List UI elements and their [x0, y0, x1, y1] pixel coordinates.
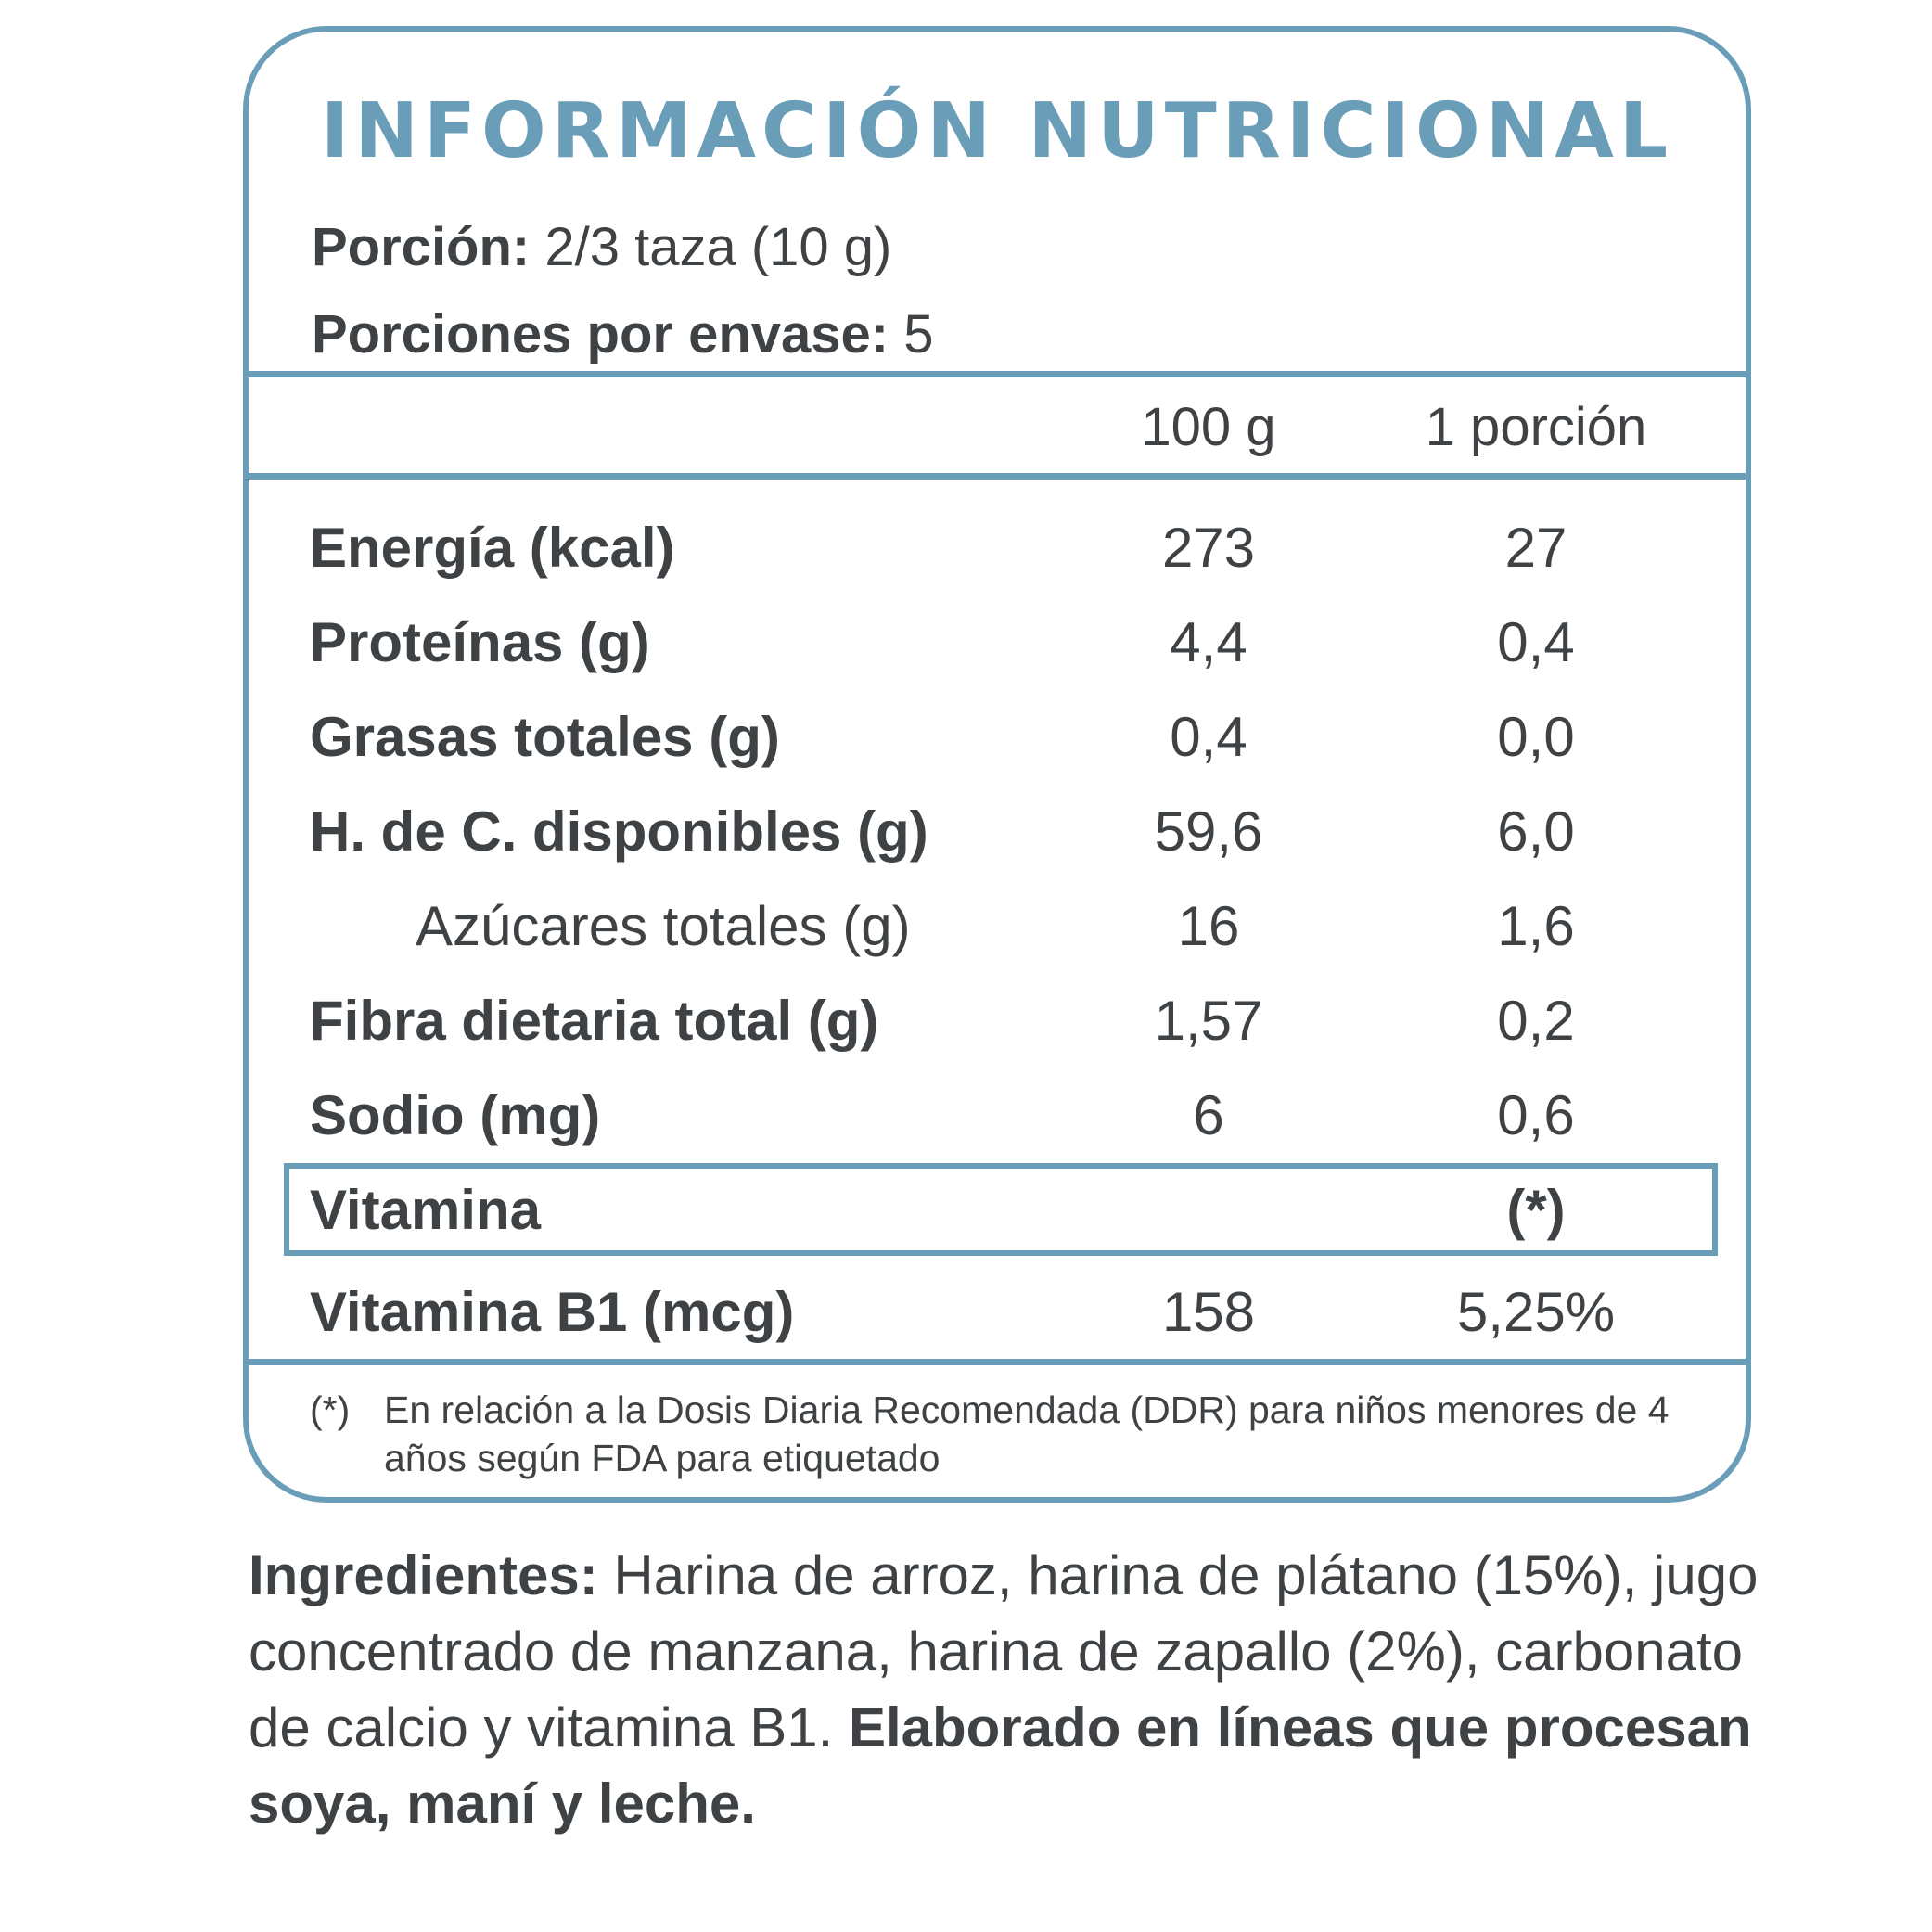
nutrient-value-serving: 6,0	[1497, 800, 1575, 863]
nutrient-row-fiber	[249, 979, 1746, 1063]
nutrient-row-energy	[249, 506, 1746, 590]
footnote	[310, 1386, 1701, 1482]
serving-size-label: Porción:	[312, 217, 531, 277]
nutrient-label: Grasas totales (g)	[310, 706, 780, 768]
nutrient-value-serving: 1,6	[1497, 895, 1575, 957]
nutrient-value-100g: 6	[1193, 1084, 1224, 1146]
nutrient-label: Energía (kcal)	[310, 517, 675, 579]
servings-per-container	[312, 302, 934, 367]
allergen-statement: Elaborado en líneas que procesan soya, maní y leche.	[249, 1696, 1752, 1835]
footnote-text: En relación a la Dosis Diaria Recomendada (DDR) para niños menores de 4 años según FDA para etiquetado	[384, 1388, 1670, 1479]
serving-size	[312, 215, 891, 280]
servings-per-container-value: 5	[903, 304, 934, 365]
footnote-mark: (*)	[310, 1388, 351, 1431]
nutrient-value-100g: 1,57	[1154, 990, 1263, 1052]
divider	[249, 1359, 1746, 1365]
nutrient-value-serving: 5,25%	[1456, 1281, 1616, 1343]
nutrient-value-100g: 16	[1177, 895, 1240, 957]
nutrient-label: H. de C. disponibles (g)	[310, 800, 928, 863]
vitamin-header-note: (*)	[1506, 1179, 1566, 1241]
nutrient-row-carbohydrates	[249, 790, 1746, 874]
ingredients-text: Harina de arroz, harina de plátano (15%), jugo concentrado de manzana, harina de zapallo (2%), carbonato de calcio y vitamina B1.	[249, 1544, 1759, 1759]
nutrient-value-100g: 59,6	[1154, 800, 1263, 863]
nutrient-row-vitamin-b1	[249, 1271, 1746, 1354]
vitamin-header-label: Vitamina	[310, 1179, 541, 1241]
nutrient-label: Sodio (mg)	[310, 1084, 601, 1146]
column-header-serving: 1 porción	[1425, 397, 1647, 457]
nutrient-row-total-sugars	[249, 885, 1746, 968]
nutrient-label: Vitamina B1 (mcg)	[310, 1281, 795, 1343]
nutrient-value-serving: 0,4	[1497, 611, 1575, 673]
nutrient-label: Fibra dietaria total (g)	[310, 990, 879, 1052]
nutrient-value-serving: 27	[1504, 517, 1567, 579]
ingredients-paragraph	[249, 1538, 1770, 1842]
nutrient-value-100g: 158	[1161, 1281, 1256, 1343]
panel-title: INFORMACIÓN NUTRICIONAL	[320, 87, 1674, 175]
servings-per-container-label: Porciones por envase:	[312, 304, 889, 365]
divider	[249, 371, 1746, 377]
nutrient-row-total-fat	[249, 696, 1746, 779]
nutrient-value-serving: 0,2	[1497, 990, 1575, 1052]
serving-size-value: 2/3 taza (10 g)	[544, 217, 892, 277]
nutrient-label: Azúcares totales (g)	[416, 895, 911, 957]
nutrient-value-100g: 0,4	[1170, 706, 1247, 768]
column-header-100g: 100 g	[1141, 397, 1276, 457]
nutrient-row-sodium	[249, 1074, 1746, 1158]
ingredients-label: Ingredientes:	[249, 1544, 598, 1606]
divider	[249, 473, 1746, 480]
nutrient-row-protein	[249, 601, 1746, 685]
nutrient-value-100g: 273	[1161, 517, 1256, 579]
nutrition-facts-panel	[243, 26, 1751, 1503]
nutrient-value-serving: 0,6	[1497, 1084, 1575, 1146]
nutrient-value-100g: 4,4	[1170, 611, 1247, 673]
vitamin-header-box	[284, 1163, 1718, 1256]
nutrient-label: Proteínas (g)	[310, 611, 650, 673]
nutrient-value-serving: 0,0	[1497, 706, 1575, 768]
